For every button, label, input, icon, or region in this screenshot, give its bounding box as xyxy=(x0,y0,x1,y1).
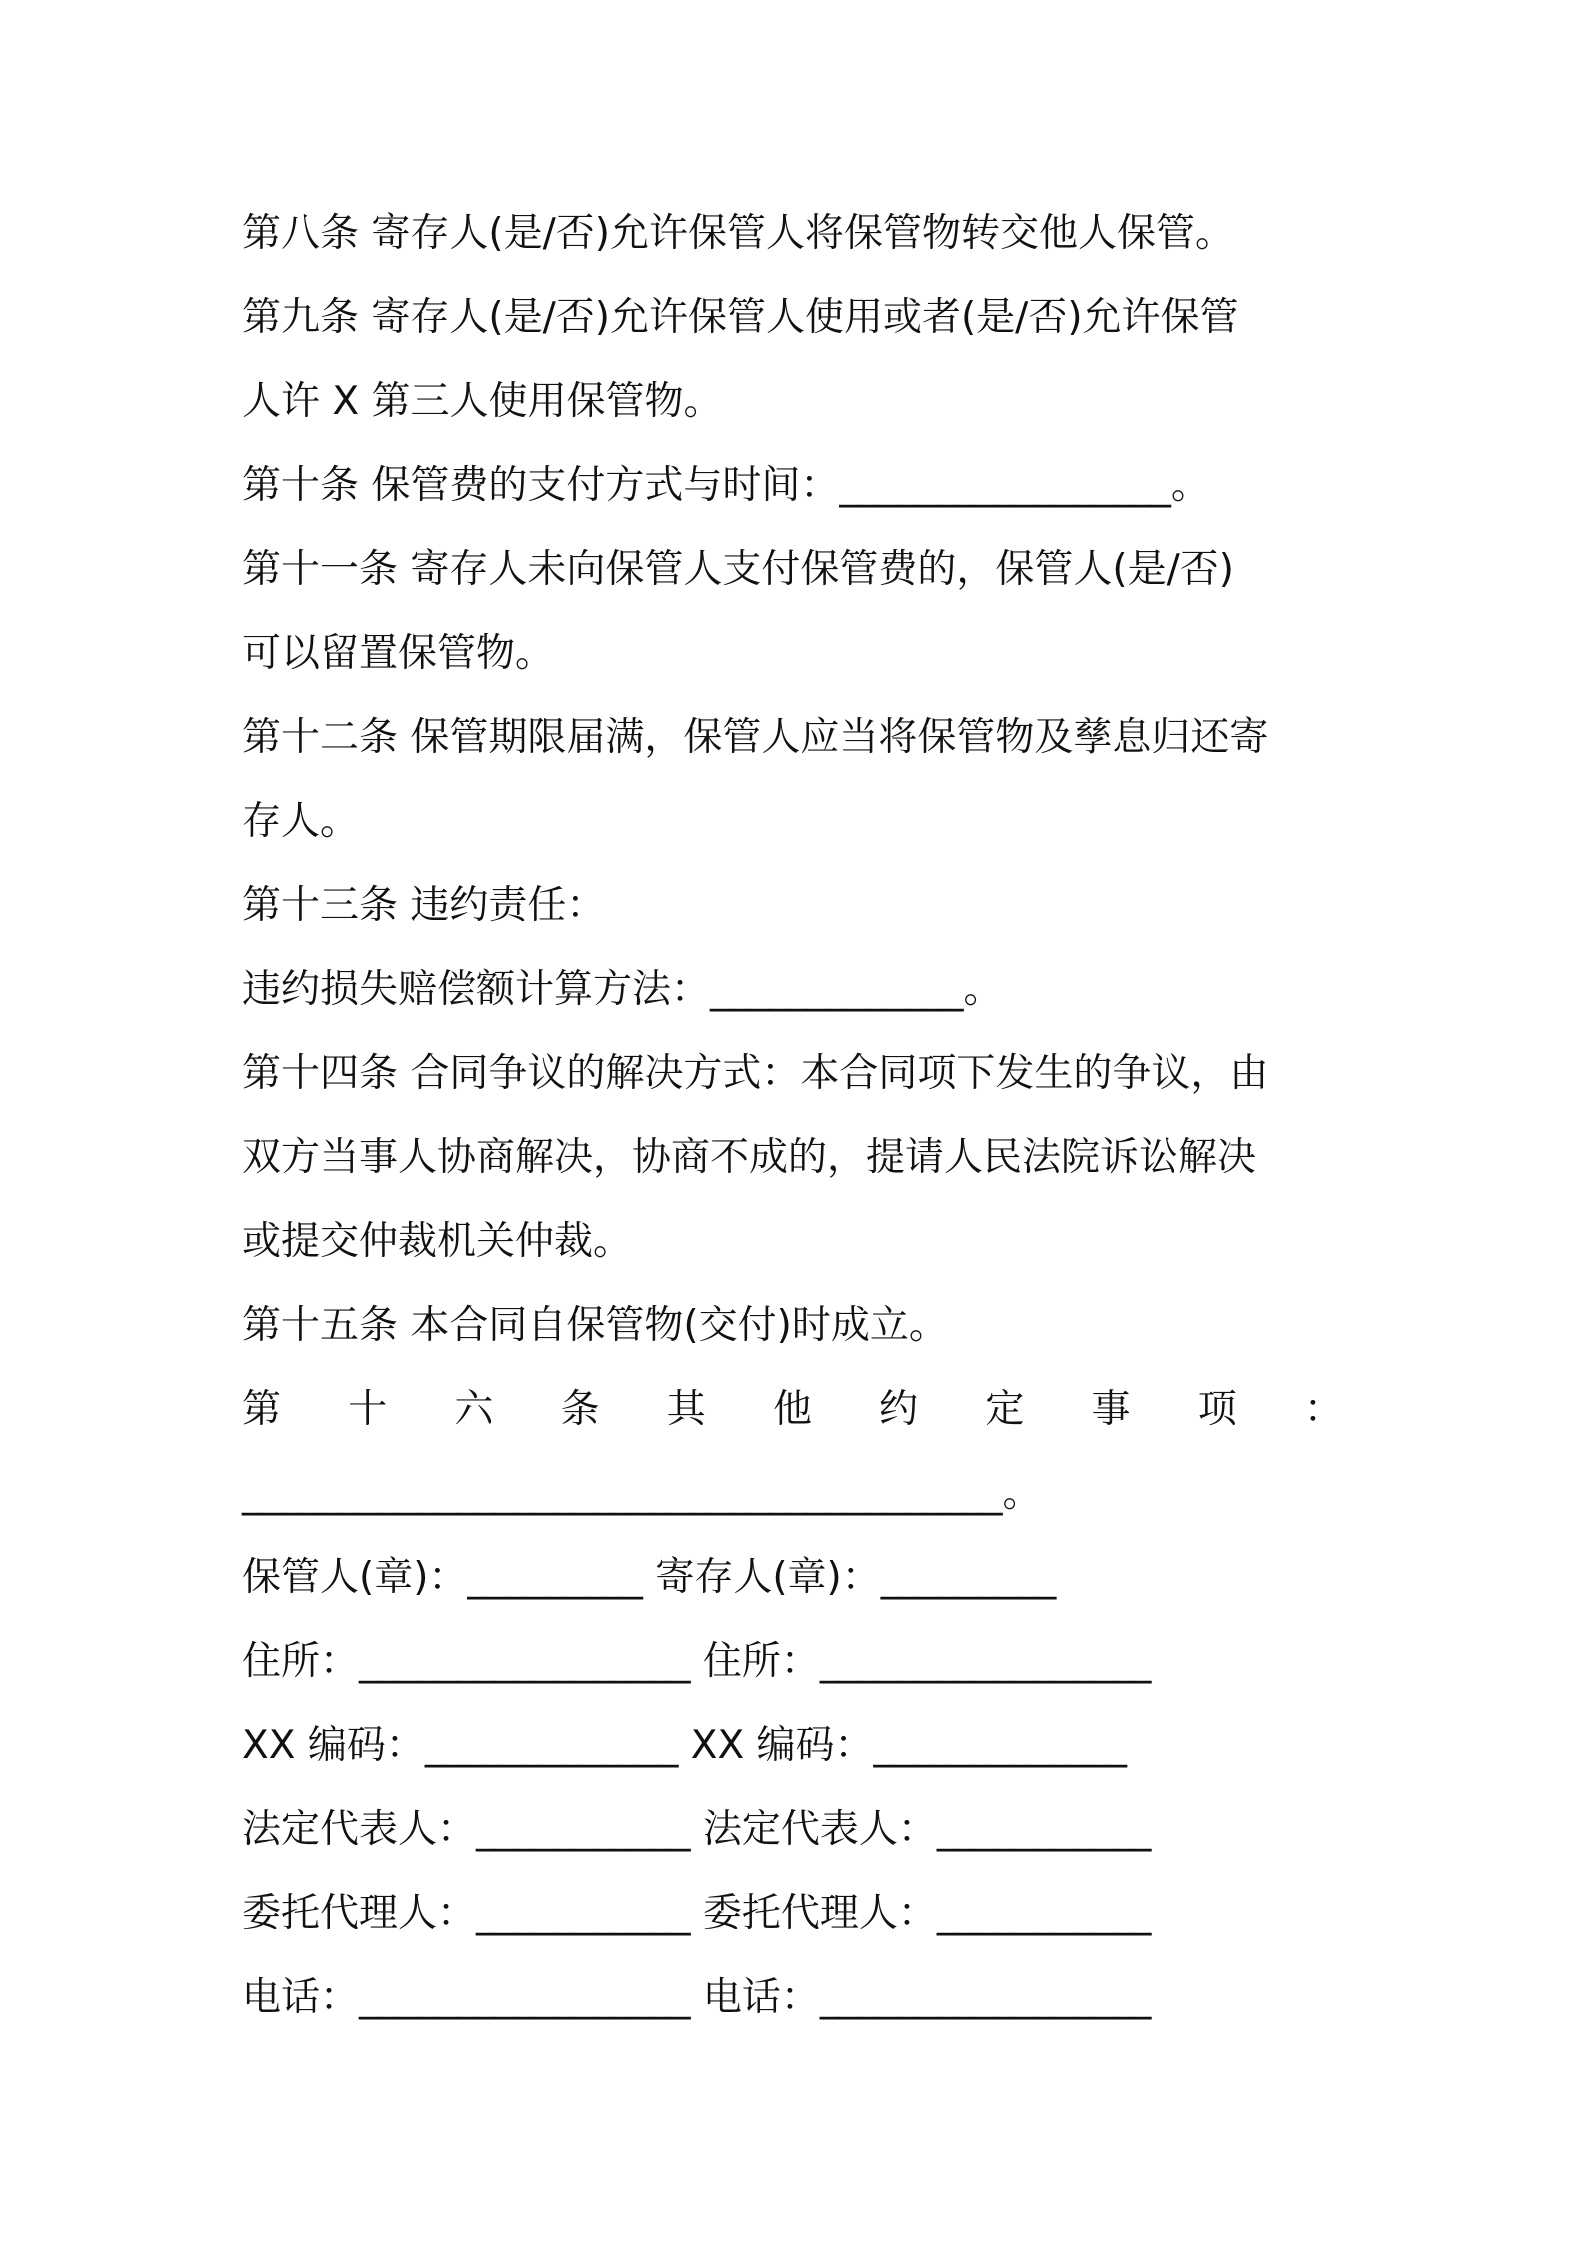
clause-9-line-1: 第九条 寄存人(是/否)允许保管人使用或者(是/否)允许保管 xyxy=(242,295,1239,340)
clause-15: 第十五条 本合同自保管物(交付)时成立。 xyxy=(242,1303,948,1348)
signature-code: XX 编码：_____________ XX 编码：_____________ xyxy=(242,1723,1128,1768)
clause-12-line-1: 第十二条 保管期限届满，保管人应当将保管物及孳息归还寄 xyxy=(242,715,1269,760)
clause-11-line-1: 第十一条 寄存人未向保管人支付保管费的，保管人(是/否) xyxy=(242,547,1234,592)
clause-11-line-2: 可以留置保管物。 xyxy=(242,631,555,676)
document-body xyxy=(242,192,1357,2040)
clause-13: 第十三条 违约责任： xyxy=(242,883,606,928)
clause-9-line-2: 人许 X 第三人使用保管物。 xyxy=(242,379,723,424)
clause-8: 第八条 寄存人(是/否)允许保管人将保管物转交他人保管。 xyxy=(242,211,1234,256)
signature-phone: 电话：_________________ 电话：_________________ xyxy=(242,1975,1152,2020)
clause-16-char: 其 xyxy=(666,1387,706,1432)
clause-16-heading xyxy=(242,1368,1343,1452)
clause-13-damages: 违约损失赔偿额计算方法：_____________。 xyxy=(242,967,1003,1012)
clause-16-char: 约 xyxy=(879,1387,919,1432)
clause-14-line-1: 第十四条 合同争议的解决方式：本合同项下发生的争议，由 xyxy=(242,1051,1269,1096)
clause-14-line-3: 或提交仲裁机关仲裁。 xyxy=(242,1219,633,1264)
clause-16-char: 第 xyxy=(242,1387,282,1432)
clause-16-blank: _______________________________________。 xyxy=(242,1471,1042,1516)
signature-address: 住所：_________________ 住所：_________________ xyxy=(242,1639,1152,1684)
signature-seal: 保管人(章)：_________ 寄存人(章)：_________ xyxy=(242,1555,1057,1600)
clause-16-char: 六 xyxy=(454,1387,494,1432)
clause-16-char: 十 xyxy=(348,1387,388,1432)
signature-agent: 委托代理人：___________ 委托代理人：___________ xyxy=(242,1891,1152,1936)
clause-10: 第十条 保管费的支付方式与时间：_________________。 xyxy=(242,463,1210,508)
clause-16-char: 定 xyxy=(985,1387,1025,1432)
clause-16-char: 条 xyxy=(560,1387,600,1432)
clause-16-char: 事 xyxy=(1091,1387,1131,1432)
signature-legal-rep: 法定代表人：___________ 法定代表人：___________ xyxy=(242,1807,1152,1852)
clause-16-char: 他 xyxy=(772,1387,812,1432)
clause-16-char: 项 xyxy=(1197,1387,1237,1432)
clause-16-char: ： xyxy=(1303,1387,1343,1432)
clause-12-line-2: 存人。 xyxy=(242,799,360,844)
clause-14-line-2: 双方当事人协商解决，协商不成的，提请人民法院诉讼解决 xyxy=(242,1135,1257,1180)
